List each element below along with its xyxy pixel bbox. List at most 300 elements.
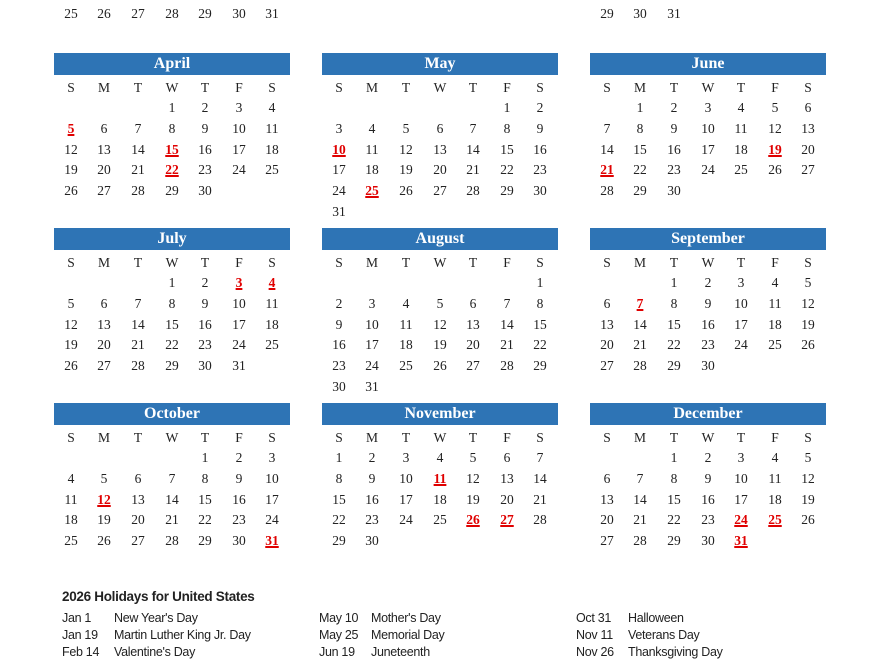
date-cell: 15	[667, 316, 681, 332]
date-cell: 21	[500, 337, 514, 353]
date-cell: 6	[100, 120, 108, 136]
date-cell: 19	[64, 162, 78, 178]
month-november	[322, 403, 558, 573]
date-cell: 2	[704, 450, 712, 465]
date-cell: 5	[100, 470, 108, 486]
date-cell: 3	[335, 120, 343, 136]
holiday-date-cell: 22	[165, 162, 179, 178]
date-cell: 13	[131, 491, 145, 507]
date-cell: 23	[533, 162, 547, 178]
date-cell: 3	[268, 450, 276, 465]
date-cell: 17	[399, 491, 413, 507]
date-cell: 25	[64, 6, 78, 21]
date-cell: 3	[704, 100, 712, 115]
date-cell: 24	[701, 162, 715, 178]
date-cell: 28	[165, 6, 179, 21]
holiday-date-cell: 31	[265, 533, 279, 549]
date-cell: 3	[737, 450, 745, 465]
holiday-entry	[319, 645, 569, 660]
holiday-date: Nov 26	[576, 645, 614, 659]
date-cell: 29	[667, 358, 681, 374]
holiday-date-cell: 21	[600, 162, 614, 178]
date-cell: 6	[503, 450, 511, 465]
date-cell: 17	[734, 491, 748, 507]
date-cell: 20	[500, 491, 514, 507]
date-cell: 5	[804, 275, 812, 290]
date-cell: 29	[198, 533, 212, 549]
holiday-name: Veterans Day	[628, 628, 700, 642]
date-cell: 8	[670, 470, 678, 486]
date-cell: 22	[667, 512, 681, 528]
weekday-label: T	[468, 255, 478, 270]
holiday-entry	[319, 611, 569, 626]
date-cell: 1	[670, 275, 678, 290]
date-cell: 25	[433, 512, 447, 528]
date-cell: 8	[168, 295, 176, 311]
date-cell: 3	[235, 100, 243, 115]
date-cell: 21	[131, 162, 145, 178]
weekday-label: S	[804, 430, 812, 445]
date-cell: 27	[97, 183, 111, 199]
date-cell: 16	[365, 491, 379, 507]
weekday-label: S	[335, 80, 343, 95]
month-header: August	[322, 228, 558, 250]
holiday-name: Thanksgiving Day	[628, 645, 723, 659]
holiday-date-cell: 7	[636, 295, 644, 311]
month-may	[322, 53, 558, 223]
weekday-label: M	[97, 430, 110, 445]
weekday-label: T	[133, 80, 143, 95]
date-cell: 23	[198, 162, 212, 178]
weekday-label: S	[268, 255, 276, 270]
date-cell: 11	[399, 316, 413, 332]
weekday-label: T	[468, 80, 478, 95]
date-cell: 2	[201, 100, 209, 115]
weekday-label: W	[165, 80, 179, 95]
date-cell: 22	[165, 337, 179, 353]
date-cell: 13	[801, 120, 815, 136]
date-cell: 27	[131, 6, 145, 21]
date-cell: 7	[636, 470, 644, 486]
holiday-date: Nov 11	[576, 628, 613, 642]
date-cell: 29	[165, 183, 179, 199]
date-cell: 5	[402, 120, 410, 136]
date-cell: 25	[64, 533, 78, 549]
date-cell: 9	[704, 470, 712, 486]
date-cell: 6	[469, 295, 477, 311]
date-cell: 20	[600, 337, 614, 353]
date-cell: 29	[500, 183, 514, 199]
date-cell: 20	[801, 141, 815, 157]
date-cell: 10	[265, 470, 279, 486]
date-cell: 11	[768, 470, 782, 486]
date-cell: 28	[633, 358, 647, 374]
date-cell: 15	[332, 491, 346, 507]
date-cell: 6	[134, 470, 142, 486]
date-cell: 28	[131, 358, 145, 374]
holiday-date-cell: 15	[165, 141, 179, 157]
weekday-label: T	[401, 255, 411, 270]
date-cell: 5	[67, 295, 75, 311]
holiday-date: May 25	[319, 628, 359, 642]
weekday-label: T	[401, 80, 411, 95]
month-june	[590, 53, 826, 223]
date-cell: 19	[466, 491, 480, 507]
date-cell: 9	[201, 120, 209, 136]
date-cell: 27	[466, 358, 480, 374]
date-cell: 19	[399, 162, 413, 178]
weekday-label: T	[736, 255, 746, 270]
date-cell: 26	[64, 358, 78, 374]
date-cell: 10	[365, 316, 379, 332]
date-cell: 14	[466, 141, 480, 157]
date-cell: 6	[100, 295, 108, 311]
date-cell: 29	[633, 183, 647, 199]
weekday-label: S	[804, 80, 812, 95]
weekday-label: F	[235, 255, 243, 270]
date-cell: 28	[165, 533, 179, 549]
holiday-date-cell: 5	[67, 120, 75, 136]
date-cell: 20	[131, 512, 145, 528]
date-cell: 18	[265, 316, 279, 332]
weekday-label: S	[67, 255, 75, 270]
date-cell: 30	[232, 533, 246, 549]
weekday-label: S	[536, 430, 544, 445]
date-cell: 8	[201, 470, 209, 486]
weekday-label: T	[736, 80, 746, 95]
date-cell: 3	[737, 275, 745, 290]
date-cell: 21	[466, 162, 480, 178]
date-cell: 12	[399, 141, 413, 157]
date-cell: 16	[701, 491, 715, 507]
holiday-entry	[62, 611, 312, 626]
holiday-entry	[62, 628, 312, 643]
date-cell: 4	[368, 120, 376, 136]
date-cell: 13	[466, 316, 480, 332]
date-cell: 20	[600, 512, 614, 528]
date-cell: 4	[402, 295, 410, 311]
date-cell: 31	[265, 6, 279, 21]
date-cell: 19	[97, 512, 111, 528]
date-cell: 12	[466, 470, 480, 486]
date-cell: 26	[97, 533, 111, 549]
date-cell: 30	[667, 183, 681, 199]
month-header: June	[590, 53, 826, 75]
date-cell: 24	[365, 358, 379, 374]
weekday-label: M	[97, 80, 110, 95]
date-cell: 24	[399, 512, 413, 528]
date-cell: 6	[603, 295, 611, 311]
date-cell: 5	[469, 450, 477, 465]
date-cell: 21	[165, 512, 179, 528]
date-cell: 21	[633, 337, 647, 353]
date-cell: 27	[433, 183, 447, 199]
date-cell: 21	[131, 337, 145, 353]
date-cell: 6	[804, 100, 812, 115]
weekday-label: T	[669, 80, 679, 95]
date-cell: 26	[768, 162, 782, 178]
date-cell: 30	[701, 358, 715, 374]
date-cell: 28	[533, 512, 547, 528]
date-cell: 26	[399, 183, 413, 199]
holiday-date-cell: 12	[97, 491, 111, 507]
date-cell: 30	[633, 6, 647, 21]
weekday-label: S	[536, 80, 544, 95]
date-cell: 10	[399, 470, 413, 486]
date-cell: 30	[533, 183, 547, 199]
date-cell: 21	[633, 512, 647, 528]
date-cell: 7	[168, 470, 176, 486]
date-cell: 16	[198, 141, 212, 157]
date-cell: 1	[168, 100, 176, 115]
date-cell: 14	[131, 141, 145, 157]
date-cell: 14	[131, 316, 145, 332]
date-cell: 27	[131, 533, 145, 549]
date-cell: 28	[500, 358, 514, 374]
date-cell: 14	[533, 470, 547, 486]
weekday-label: T	[468, 430, 478, 445]
date-cell: 4	[268, 100, 276, 115]
weekday-label: F	[235, 430, 243, 445]
date-cell: 29	[332, 533, 346, 549]
date-cell: 5	[436, 295, 444, 311]
date-cell: 11	[365, 141, 379, 157]
weekday-label: F	[771, 255, 779, 270]
weekday-label: M	[633, 430, 646, 445]
weekday-label: M	[633, 255, 646, 270]
date-cell: 13	[500, 470, 514, 486]
date-cell: 11	[265, 120, 279, 136]
date-cell: 18	[734, 141, 748, 157]
date-cell: 16	[667, 141, 681, 157]
month-header: September	[590, 228, 826, 250]
date-cell: 19	[433, 337, 447, 353]
date-cell: 17	[701, 141, 715, 157]
date-cell: 29	[165, 358, 179, 374]
date-cell: 26	[801, 512, 815, 528]
date-cell: 20	[97, 337, 111, 353]
month-header: October	[54, 403, 290, 425]
weekday-label: T	[401, 430, 411, 445]
holiday-name: New Year's Day	[114, 611, 198, 625]
weekday-label: T	[669, 255, 679, 270]
date-cell: 31	[332, 204, 346, 219]
date-cell: 15	[500, 141, 514, 157]
holiday-date-cell: 10	[332, 141, 346, 157]
weekday-label: M	[97, 255, 110, 270]
holiday-entry	[576, 645, 826, 660]
holiday-date: Jan 1	[62, 611, 92, 625]
weekday-label: S	[268, 430, 276, 445]
date-cell: 22	[332, 512, 346, 528]
date-cell: 30	[332, 379, 346, 394]
month-december	[590, 403, 826, 573]
date-cell: 24	[232, 337, 246, 353]
holiday-date-cell: 26	[466, 512, 480, 528]
holiday-date: Jun 19	[319, 645, 355, 659]
date-cell: 9	[368, 470, 376, 486]
date-cell: 5	[804, 450, 812, 465]
date-cell: 27	[600, 533, 614, 549]
date-cell: 1	[168, 275, 176, 290]
date-cell: 19	[64, 337, 78, 353]
date-cell: 7	[134, 295, 142, 311]
date-cell: 11	[265, 295, 279, 311]
date-cell: 31	[365, 379, 379, 394]
date-cell: 31	[667, 6, 681, 21]
date-cell: 19	[801, 491, 815, 507]
date-cell: 6	[603, 470, 611, 486]
date-cell: 1	[201, 450, 209, 465]
weekday-label: W	[433, 430, 447, 445]
month-august	[322, 228, 558, 398]
date-cell: 2	[201, 275, 209, 290]
date-cell: 27	[600, 358, 614, 374]
date-cell: 13	[600, 491, 614, 507]
date-cell: 7	[134, 120, 142, 136]
date-cell: 1	[536, 275, 544, 290]
date-cell: 1	[636, 100, 644, 115]
holiday-name: Halloween	[628, 611, 684, 625]
date-cell: 29	[198, 6, 212, 21]
date-cell: 28	[466, 183, 480, 199]
holiday-date-cell: 31	[734, 533, 748, 549]
date-cell: 1	[503, 100, 511, 115]
date-cell: 4	[771, 450, 779, 465]
weekday-label: T	[736, 430, 746, 445]
weekday-label: W	[165, 255, 179, 270]
holiday-date: Jan 19	[62, 628, 98, 642]
date-cell: 11	[64, 491, 78, 507]
date-cell: 25	[399, 358, 413, 374]
date-cell: 30	[198, 183, 212, 199]
date-cell: 9	[335, 316, 343, 332]
weekday-label: S	[335, 255, 343, 270]
date-cell: 26	[433, 358, 447, 374]
date-cell: 22	[533, 337, 547, 353]
date-cell: 9	[670, 120, 678, 136]
date-cell: 1	[335, 450, 343, 465]
holiday-entry	[62, 645, 312, 660]
date-cell: 24	[232, 162, 246, 178]
date-cell: 24	[265, 512, 279, 528]
month-header: November	[322, 403, 558, 425]
weekday-label: W	[165, 430, 179, 445]
date-cell: 7	[536, 450, 544, 465]
date-cell: 23	[701, 337, 715, 353]
date-cell: 17	[232, 316, 246, 332]
date-cell: 6	[436, 120, 444, 136]
date-cell: 26	[801, 337, 815, 353]
date-cell: 17	[734, 316, 748, 332]
date-cell: 18	[768, 491, 782, 507]
date-cell: 23	[232, 512, 246, 528]
weekday-label: T	[133, 255, 143, 270]
date-cell: 3	[402, 450, 410, 465]
date-cell: 10	[232, 295, 246, 311]
holiday-date-cell: 27	[500, 512, 514, 528]
date-cell: 12	[433, 316, 447, 332]
date-cell: 11	[734, 120, 748, 136]
date-cell: 14	[633, 491, 647, 507]
weekday-label: S	[603, 80, 611, 95]
date-cell: 16	[198, 316, 212, 332]
date-cell: 22	[633, 162, 647, 178]
date-cell: 23	[701, 512, 715, 528]
weekday-label: F	[771, 80, 779, 95]
date-cell: 8	[503, 120, 511, 136]
date-cell: 23	[365, 512, 379, 528]
date-cell: 14	[633, 316, 647, 332]
date-cell: 18	[768, 316, 782, 332]
date-cell: 12	[801, 295, 815, 311]
holiday-date-cell: 24	[734, 512, 748, 528]
date-cell: 2	[335, 295, 343, 311]
date-cell: 27	[97, 358, 111, 374]
date-cell: 14	[500, 316, 514, 332]
date-cell: 15	[198, 491, 212, 507]
date-cell: 12	[801, 470, 815, 486]
holiday-entry	[576, 628, 826, 643]
month-header: December	[590, 403, 826, 425]
holiday-name: Juneteenth	[371, 645, 430, 659]
date-cell: 28	[600, 183, 614, 199]
holiday-name: Memorial Day	[371, 628, 445, 642]
date-cell: 14	[165, 491, 179, 507]
date-cell: 17	[232, 141, 246, 157]
date-cell: 19	[801, 316, 815, 332]
weekday-label: F	[503, 255, 511, 270]
weekday-label: F	[503, 80, 511, 95]
holiday-date-cell: 19	[768, 141, 782, 157]
weekday-label: T	[200, 80, 210, 95]
holidays-title: 2026 Holidays for United States	[62, 589, 255, 604]
weekday-label: T	[669, 430, 679, 445]
weekday-label: T	[200, 255, 210, 270]
date-cell: 23	[332, 358, 346, 374]
date-cell: 15	[533, 316, 547, 332]
date-cell: 9	[235, 470, 243, 486]
date-cell: 16	[701, 316, 715, 332]
date-cell: 8	[168, 120, 176, 136]
date-cell: 12	[768, 120, 782, 136]
weekday-label: S	[804, 255, 812, 270]
date-cell: 9	[536, 120, 544, 136]
date-cell: 25	[265, 162, 279, 178]
weekday-label: T	[200, 430, 210, 445]
date-cell: 8	[636, 120, 644, 136]
weekday-label: F	[235, 80, 243, 95]
date-cell: 26	[97, 6, 111, 21]
weekday-label: M	[365, 255, 378, 270]
date-cell: 24	[332, 183, 346, 199]
date-cell: 4	[67, 470, 75, 486]
date-cell: 15	[165, 316, 179, 332]
date-cell: 8	[670, 295, 678, 311]
month-september	[590, 228, 826, 398]
date-cell: 25	[265, 337, 279, 353]
month-october	[54, 403, 290, 573]
date-cell: 16	[232, 491, 246, 507]
date-cell: 13	[600, 316, 614, 332]
weekday-label: T	[133, 430, 143, 445]
date-cell: 5	[771, 100, 779, 115]
date-cell: 22	[500, 162, 514, 178]
date-cell: 17	[332, 162, 346, 178]
date-cell: 29	[600, 6, 614, 21]
holiday-name: Mother's Day	[371, 611, 441, 625]
holiday-date-cell: 11	[433, 470, 447, 486]
